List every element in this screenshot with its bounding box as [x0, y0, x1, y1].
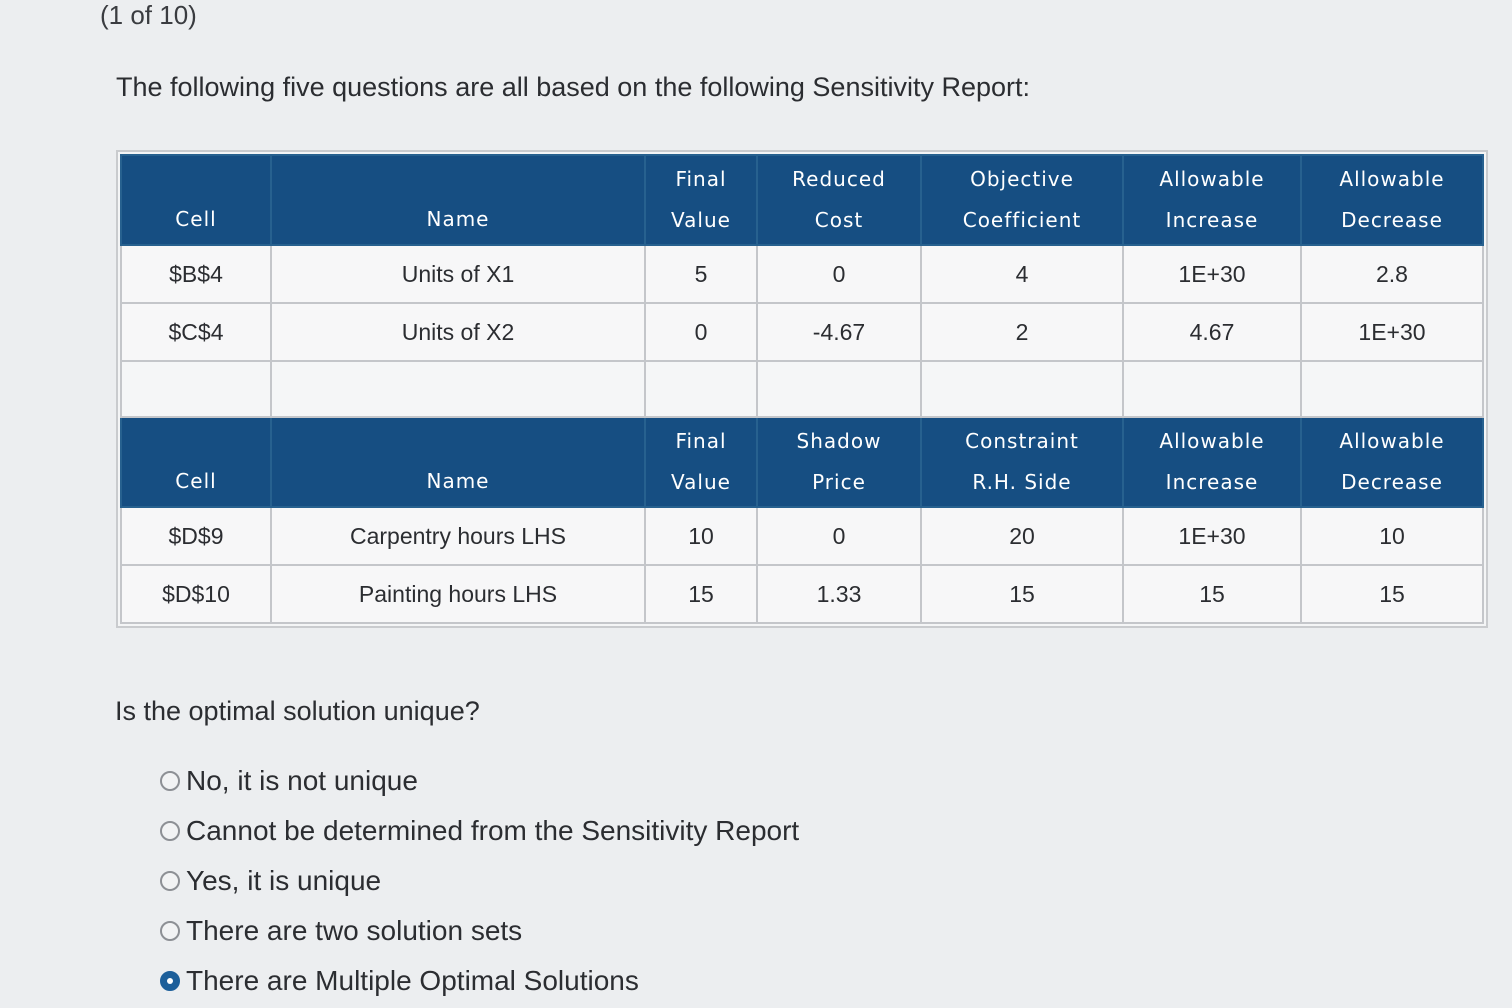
header-allowable-increase: Allowable Increase: [1123, 155, 1301, 245]
header-objective-coefficient: Objective Coefficient: [921, 155, 1123, 245]
cell-allowable-decrease: 1E+30: [1301, 303, 1483, 361]
table-row: [121, 245, 1483, 303]
radio-button[interactable]: [160, 971, 180, 991]
radio-button[interactable]: [160, 821, 180, 841]
header-cell: Cell: [121, 155, 271, 245]
option-cannot-be-determined[interactable]: [160, 806, 799, 856]
header-allowable-decrease: Allowable Decrease: [1301, 417, 1483, 507]
option-two-solution-sets[interactable]: [160, 906, 799, 956]
radio-button[interactable]: [160, 921, 180, 941]
header-shadow-price: Shadow Price: [757, 417, 921, 507]
header-name: Name: [271, 155, 645, 245]
cell-reduced-cost: -4.67: [757, 303, 921, 361]
cell-name: Painting hours LHS: [271, 565, 645, 623]
cell-objective-coefficient: 2: [921, 303, 1123, 361]
sensitivity-table: [120, 154, 1484, 624]
table-row: [121, 303, 1483, 361]
cell-constraint-rhs: 15: [921, 565, 1123, 623]
header-allowable-increase: Allowable Increase: [1123, 417, 1301, 507]
blank-row: [121, 361, 1483, 417]
header-allowable-decrease: Allowable Decrease: [1301, 155, 1483, 245]
header-final-value: Final Value: [645, 155, 757, 245]
cell-ref: $D$9: [121, 507, 271, 565]
option-label: There are two solution sets: [186, 915, 523, 946]
table-row: [121, 565, 1483, 623]
table-row: [121, 507, 1483, 565]
cell-allowable-decrease: 10: [1301, 507, 1483, 565]
question-text: Is the optimal solution unique?: [115, 696, 480, 726]
cell-final-value: 5: [645, 245, 757, 303]
header-reduced-cost: Reduced Cost: [757, 155, 921, 245]
intro-text: The following five questions are all based on the following Sensitivity Report:: [116, 72, 1031, 102]
radio-button[interactable]: [160, 871, 180, 891]
cell-shadow-price: 1.33: [757, 565, 921, 623]
cell-ref: $B$4: [121, 245, 271, 303]
constraint-header-row: [121, 417, 1483, 507]
header-constraint-rhs: Constraint R.H. Side: [921, 417, 1123, 507]
cell-final-value: 10: [645, 507, 757, 565]
cell-name: Units of X2: [271, 303, 645, 361]
option-label: There are Multiple Optimal Solutions: [186, 965, 639, 996]
cell-objective-coefficient: 4: [921, 245, 1123, 303]
cell-ref: $C$4: [121, 303, 271, 361]
cell-allowable-decrease: 15: [1301, 565, 1483, 623]
cell-shadow-price: 0: [757, 507, 921, 565]
cell-allowable-increase: 4.67: [1123, 303, 1301, 361]
option-not-unique[interactable]: [160, 756, 799, 806]
cell-final-value: 0: [645, 303, 757, 361]
option-label: Yes, it is unique: [186, 865, 382, 896]
cell-allowable-increase: 1E+30: [1123, 507, 1301, 565]
cell-allowable-increase: 15: [1123, 565, 1301, 623]
answer-options: [160, 756, 799, 1006]
option-multiple-optimal[interactable]: [160, 956, 799, 1006]
cell-constraint-rhs: 20: [921, 507, 1123, 565]
cell-final-value: 15: [645, 565, 757, 623]
cell-reduced-cost: 0: [757, 245, 921, 303]
header-cell: Cell: [121, 417, 271, 507]
sensitivity-report: [116, 150, 1488, 628]
option-unique[interactable]: [160, 856, 799, 906]
variable-header-row: [121, 155, 1483, 245]
cell-allowable-increase: 1E+30: [1123, 245, 1301, 303]
header-final-value: Final Value: [645, 417, 757, 507]
header-name: Name: [271, 417, 645, 507]
option-label: No, it is not unique: [186, 765, 418, 796]
cell-allowable-decrease: 2.8: [1301, 245, 1483, 303]
cell-ref: $D$10: [121, 565, 271, 623]
question-counter: (1 of 10): [100, 0, 197, 30]
cell-name: Units of X1: [271, 245, 645, 303]
radio-button[interactable]: [160, 771, 180, 791]
cell-name: Carpentry hours LHS: [271, 507, 645, 565]
option-label: Cannot be determined from the Sensitivity Report: [186, 815, 800, 846]
